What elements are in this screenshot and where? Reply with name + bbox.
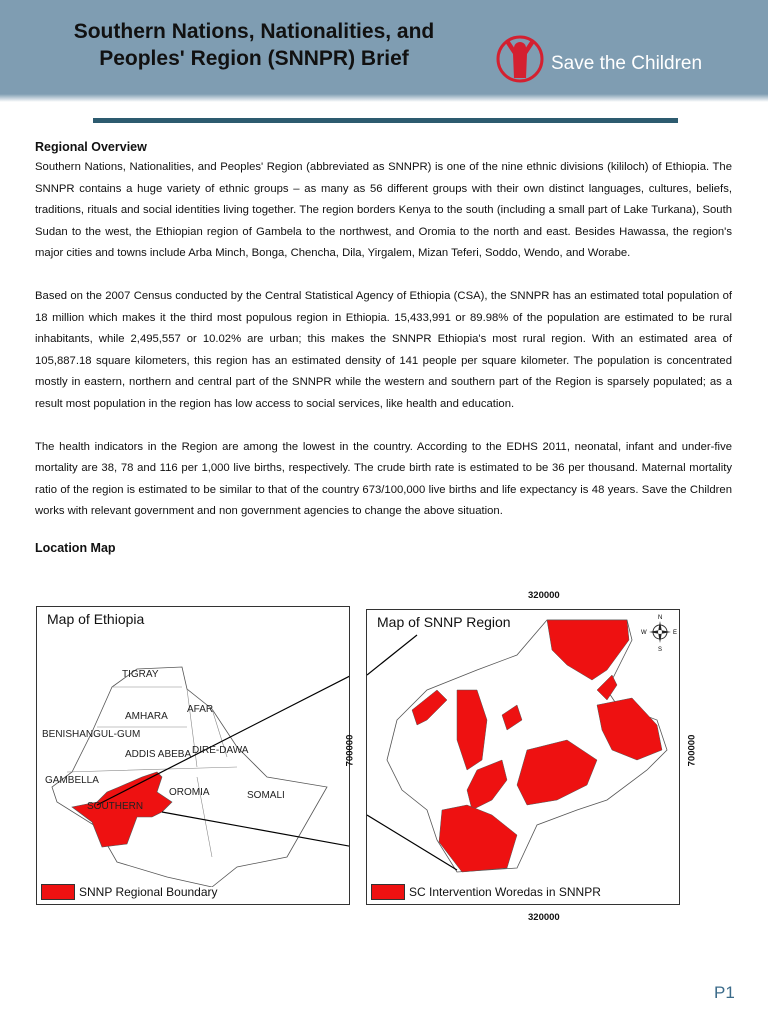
compass-e: E: [673, 630, 678, 636]
legend-swatch: [41, 884, 75, 900]
legend-swatch: [371, 884, 405, 900]
label-southern: SOUTHERN: [87, 801, 144, 812]
label-gambella: GAMBELLA: [45, 775, 99, 786]
label-addis-ababa: ADDIS ABEBA: [125, 749, 192, 760]
compass-w: W: [641, 630, 647, 636]
map-right-title: Map of SNNP Region: [377, 614, 511, 630]
label-afar: AFAR: [187, 704, 214, 715]
map-left-legend: [41, 884, 218, 900]
child-logo-icon: [495, 34, 545, 84]
coord-right: 700000: [686, 734, 698, 767]
map-of-snnp-region: [366, 609, 680, 905]
paragraph-health: The health indicators in the Region are among the lowest in the country. According to the EDHS 2011, neonatal, infant and under-five mortality are 38, 78 and 116 per 1,000 live births, respectively. The crude birth rate is estimated to be 36 per thousand. Maternal mortality ratio of the region is estimated to be similar to that of the country 673/100,000 live births and life expectancy is 48 years. Save the Children works with relevant government and non government agencies to change the above situation.: [35, 440, 732, 517]
title-line-2: Peoples' Region (SNNPR) Brief: [99, 47, 409, 70]
legend-label: SNNP Regional Boundary: [79, 885, 218, 899]
main-content: [35, 137, 732, 558]
coord-left: 700000: [344, 734, 356, 767]
paragraph-overview: Southern Nations, Nationalities, and Peoples' Region (abbreviated as SNNPR) is one of the nine ethnic divisions (kililoch) of Ethiopia. The SNNPR contains a huge variety of ethnic groups – as many as 56 different groups with their own distinct languages, cultures, beliefs, traditions, rituals and social identities living together. The region borders Kenya to the south (including a small part of Lake Turkana), South Sudan to the west, the Ethiopian region of Gambela to the northwest, and Oromia to the north and east. Besides Hawassa, the region's major cities and towns include Arba Minch, Bonga, Chencha, Dila, Yirgalem, Mizan Teferi, Soddo, Wendo, and Worabe.: [35, 161, 732, 259]
label-amhara: AMHARA: [125, 711, 168, 722]
compass-rose-icon: [641, 615, 677, 653]
coord-top: 320000: [528, 590, 560, 601]
map-right-legend: [371, 884, 601, 900]
map-of-ethiopia: [36, 606, 350, 905]
label-oromia: OROMIA: [169, 787, 210, 798]
paragraph-population: Based on the 2007 Census conducted by the Central Statistical Agency of Ethiopia (CSA), the SNNPR has an estimated total population of 18 million which makes it the third most populous region in Ethiopia. 15,433,991 or 89.98% of the population are estimated to be rural inhabitants, while 2,495,557 or 10.02% are urban; this makes the SNNPR Ethiopia's most rural region. With an estimated area of 105,887.18 square kilometers, this region has an estimated density of 141 people per square kilometer. The population is concentrated mostly in eastern, northern and central part of the SNNPR while the western and southern part of the Region is sparsely populated; as a result most population in the region has low access to social services, like health and education.: [35, 290, 732, 410]
header-banner: [0, 0, 768, 96]
ethiopia-map-graphic: [37, 627, 349, 887]
logo-text: Save the Children: [551, 53, 703, 74]
snnp-map-graphic: [367, 610, 679, 880]
label-somali: SOMALI: [247, 790, 285, 801]
label-benishangul: BENISHANGUL-GUM: [42, 729, 141, 740]
compass-s: S: [658, 647, 663, 653]
label-tigray: TIGRAY: [122, 669, 159, 680]
divider: [93, 118, 678, 123]
page-number: P1: [714, 983, 735, 1002]
label-dire-dawa: DIRE-DAWA: [192, 745, 249, 756]
title-line-1: Southern Nations, Nationalities, and: [73, 20, 435, 43]
save-the-children-logo: [495, 34, 702, 84]
coord-bottom: 320000: [528, 912, 560, 923]
location-map-heading: Location Map: [35, 541, 116, 555]
document-title: [34, 18, 474, 72]
legend-label: SC Intervention Woredas in SNNPR: [409, 885, 601, 899]
map-left-title: Map of Ethiopia: [47, 611, 145, 627]
compass-n: N: [658, 615, 663, 621]
regional-overview-heading: Regional Overview: [35, 140, 147, 154]
